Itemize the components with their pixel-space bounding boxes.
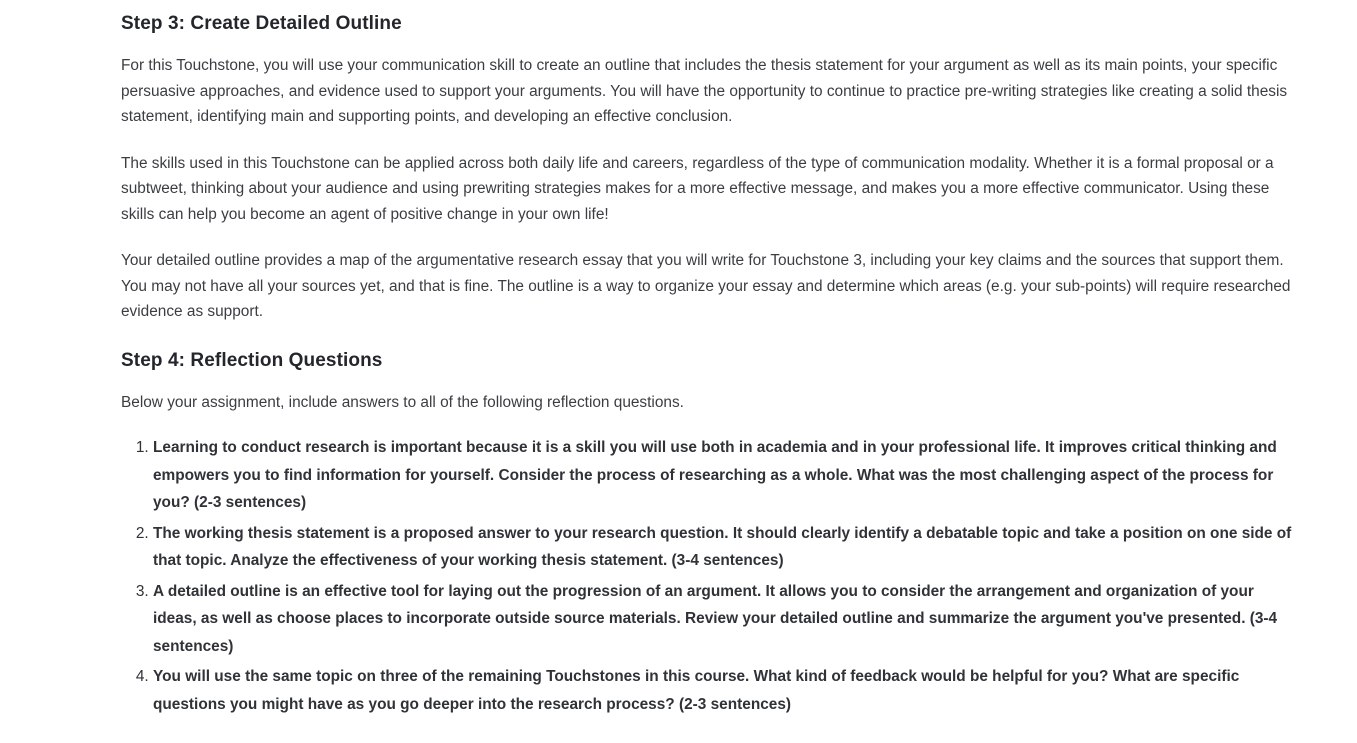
reflection-question-1: 1. Learning to conduct research is important because it is a skill you will use both in academia and in your professional life. It improves critical thinking and empowers you to find information for yourself. Consider the process of researching as a whole. What was the most challenging aspect of the process for you? (2-3 sentences) <box>153 434 1301 517</box>
step4-heading: Step 4: Reflection Questions <box>121 349 383 371</box>
step3-paragraph-1: For this Touchstone, you will use your communication skill to create an outline that includes the thesis statement for your argument as well as its main points, your specific persuasive approaches, and evidence used to support your arguments. You will have the opportunity to continue to practice pre-writing strategies like creating a solid thesis statement, identifying main and supporting points, and developing an effective conclusion. <box>121 57 1288 125</box>
assignment-content <box>121 0 1301 721</box>
step4-intro: Below your assignment, include answers to all of the following reflection questions. <box>121 393 684 411</box>
reflection-questions-list <box>121 434 1301 718</box>
step3-paragraph-3: Your detailed outline provides a map of the argumentative research essay that you will write for Touchstone 3, including your key claims and the sources that support them. You may not have all your sources yet, and that is fine. The outline is a way to organize your essay and determine which areas (e.g. your sub-points) will require researched evidence as support. <box>121 252 1291 320</box>
step3-heading: Step 3: Create Detailed Outline <box>121 13 402 34</box>
reflection-question-3: 3. A detailed outline is an effective tool for laying out the progression of an argument. It allows you to consider the arrangement and organization of your ideas, as well as choose places to incorporate outside source materials. Review your detailed outline and summarize the argument you've presented. (3-4 sentences) <box>153 578 1301 661</box>
reflection-question-4: 4. You will use the same topic on three of the remaining Touchstones in this course. What kind of feedback would be helpful for you? What are specific questions you might have as you go deeper into the research process? (2-3 sentences) <box>153 663 1301 718</box>
reflection-question-2: 2. The working thesis statement is a proposed answer to your research question. It should clearly identify a debatable topic and take a position on one side of that topic. Analyze the effectiveness of your working thesis statement. (3-4 sentences) <box>153 520 1301 575</box>
step3-paragraph-2: The skills used in this Touchstone can be applied across both daily life and careers, regardless of the type of communication modality. Whether it is a formal proposal or a subtweet, thinking about your audience and using prewriting strategies makes for a more effective message, and makes you a more effective communicator. Using these skills can help you become an agent of positive change in your own life! <box>121 154 1274 223</box>
